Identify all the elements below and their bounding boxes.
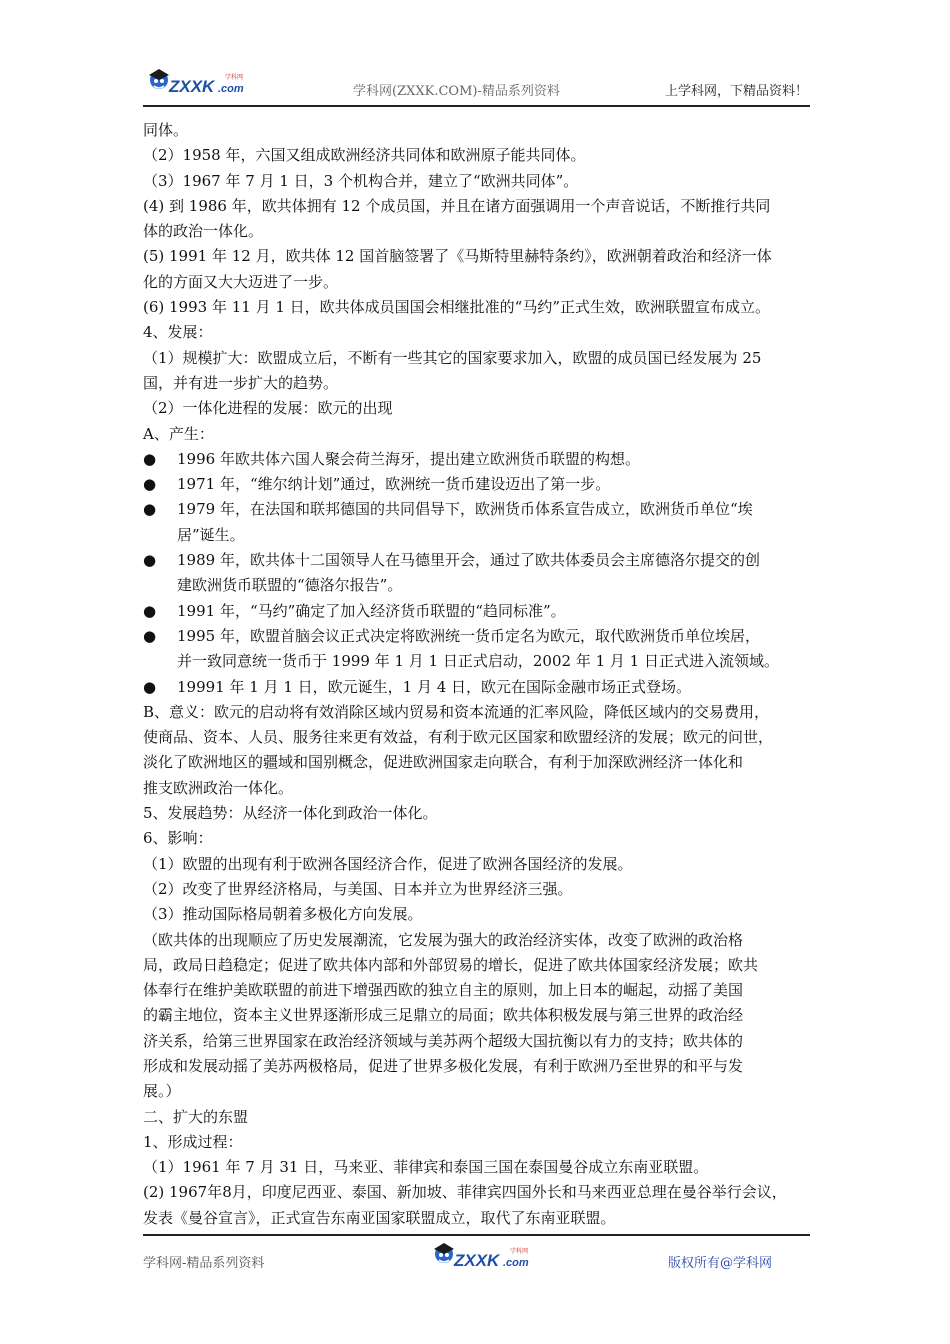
text-line: 形成和发展动摇了美苏两极格局，促进了世界多极化发展，有利于欧洲乃至世界的和平与发 <box>143 1056 744 1075</box>
text-line: 淡化了欧洲地区的疆域和国别概念，促进欧洲国家走向联合，有利于加深欧洲经济一体化和 <box>143 753 744 772</box>
zxxk-logo <box>145 66 251 100</box>
list-item-text: 建欧洲货币联盟的“德洛尔报告”。 <box>177 576 403 595</box>
list-item <box>143 548 810 599</box>
text-line: 济关系，给第三世界国家在政治经济领域与美苏两个超级大国抗衡以有力的支持；欧共体的 <box>143 1031 744 1050</box>
text-line: （1）规模扩大：欧盟成立后，不断有一些其它的国家要求加入，欧盟的成员国已经发展为 25 <box>143 348 762 367</box>
text-line: （3）推动国际格局朝着多极化方向发展。 <box>143 905 423 924</box>
header-divider <box>143 105 810 107</box>
list-item <box>143 675 810 700</box>
text-line: (5) 1991 年 12 月，欧共体 12 国首脑签署了《马斯特里赫特条约》，欧洲朝着政治和经济一体 <box>143 247 772 266</box>
list-item-text: 1979 年，在法国和联邦德国的共同倡导下，欧洲货币体系宣告成立，欧洲货币单位“埃 <box>177 500 753 519</box>
list-item <box>143 447 810 472</box>
text-line: B、意义：欧元的启动将有效消除区域内贸易和资本流通的汇率风险，降低区域内的交易费用， <box>143 702 770 721</box>
list-item-text: 1995 年，欧盟首脑会议正式决定将欧洲统一货币定名为欧元，取代欧洲货币单位埃居， <box>177 626 760 645</box>
header-slogan: 上学科网，下精品资料！ <box>664 84 808 99</box>
text-line: 5、发展趋势：从经济一体化到政治一体化。 <box>143 804 438 823</box>
text-line: 使商品、资本、人员、服务往来更有效益，有利于欧元区国家和欧盟经济的发展；欧元的问世， <box>143 728 774 747</box>
text-line: 同体。 <box>143 121 189 139</box>
bullet-icon: ● <box>143 626 157 645</box>
footer-logo-tag: 学科网 <box>510 1248 529 1255</box>
bullet-icon: ● <box>143 500 157 519</box>
logo-tag: 学科网 <box>225 74 244 81</box>
list-item-text: 居”诞生。 <box>177 525 245 544</box>
section-heading: 二、扩大的东盟 <box>143 1107 249 1126</box>
list-item-text: 1989 年，欧共体十二国领导人在马德里开会，通过了欧共体委员会主席德洛尔提交的创 <box>177 551 760 570</box>
text-line: 展。） <box>143 1082 181 1101</box>
logo-text: ZXXK <box>169 77 215 96</box>
list-item <box>143 472 810 497</box>
text-line: A、产生： <box>143 424 214 443</box>
document-body <box>143 118 810 1231</box>
list-item-text: 1971 年，“维尔纳计划”通过，欧洲统一货币建设迈出了第一步。 <box>177 475 611 494</box>
section-part-1 <box>143 118 810 447</box>
footer-left-text: 学科网-精品系列资料 <box>143 1256 265 1271</box>
list-item-text: 并一致同意统一货币于 1999 年 1 月 1 日正式启动，2002 年 1 月 1 日正式进入流领域。 <box>177 652 779 671</box>
bullet-icon: ● <box>143 475 157 494</box>
bullet-list <box>143 447 810 700</box>
text-line: 推支欧洲政治一体化。 <box>143 778 294 797</box>
text-line: （2）改变了世界经济格局，与美国、日本并立为世界经济三强。 <box>143 879 573 898</box>
text-line: (4) 到 1986 年，欧共体拥有 12 个成员国，并且在诸方面强调用一个声音说话，不断推行共同 <box>143 196 771 215</box>
list-item-text: 19991 年 1 月 1 日，欧元诞生，1 月 4 日，欧元在国际金融市场正式登场。 <box>177 677 692 696</box>
text-line: (6) 1993 年 11 月 1 日，欧共体成员国国会相继批准的“马约”正式生效，欧洲联盟宣布成立。 <box>143 298 771 317</box>
bullet-icon: ● <box>143 677 157 696</box>
bullet-icon: ● <box>143 449 157 468</box>
text-line: 1、形成过程： <box>143 1132 243 1151</box>
text-line: （3）1967 年 7 月 1 日，3 个机构合并，建立了“欧洲共同体”。 <box>143 171 579 190</box>
text-line: （1）欧盟的出现有利于欧洲各国经济合作，促进了欧洲各国经济的发展。 <box>143 854 633 873</box>
footer-logo-text: ZXXK <box>454 1251 500 1270</box>
text-line: （1）1961 年 7 月 31 日，马来亚、菲律宾和泰国三国在泰国曼谷成立东南亚联盟。 <box>143 1158 709 1177</box>
section-part-2 <box>143 700 810 1231</box>
text-line: 4、发展： <box>143 323 213 342</box>
list-item <box>143 599 810 624</box>
page-header <box>143 62 810 104</box>
footer-copyright: 版权所有@学科网 <box>668 1256 773 1271</box>
footer-logo-suffix: .com <box>503 1257 529 1269</box>
text-line: （欧共体的出现顺应了历史发展潮流，它发展为强大的政治经济实体，改变了欧洲的政治格 <box>143 930 744 949</box>
list-item <box>143 497 810 548</box>
footer-zxxk-logo <box>430 1240 536 1274</box>
text-line: （2）1958 年，六国又组成欧洲经济共同体和欧洲原子能共同体。 <box>143 146 586 165</box>
list-item <box>143 624 810 675</box>
header-center-title: 学科网(ZXXK.COM)-精品系列资料 <box>353 84 560 99</box>
text-line: (2) 1967年8月，印度尼西亚、泰国、新加坡、菲律宾四国外长和马来西亚总理在曼谷举行会议， <box>143 1183 787 1202</box>
text-line: 体奉行在维护美欧联盟的前进下增强西欧的独立自主的原则，加上日本的崛起，动摇了美国 <box>143 981 744 1000</box>
text-line: 国，并有进一步扩大的趋势。 <box>143 373 339 392</box>
text-line: （2）一体化进程的发展：欧元的出现 <box>143 399 393 418</box>
text-line: 化的方面又大大迈进了一步。 <box>143 272 339 291</box>
bullet-icon: ● <box>143 551 157 570</box>
list-item-text: 1996 年欧共体六国人聚会荷兰海牙，提出建立欧洲货币联盟的构想。 <box>177 449 640 468</box>
text-line: 的霸主地位，资本主义世界逐渐形成三足鼎立的局面；欧共体积极发展与第三世界的政治经 <box>143 1006 744 1025</box>
footer-divider <box>143 1234 810 1236</box>
text-line: 发表《曼谷宣言》，正式宣告东南亚国家联盟成立，取代了东南亚联盟。 <box>143 1208 616 1227</box>
text-line: 6、影响： <box>143 829 213 848</box>
bullet-icon: ● <box>143 601 157 620</box>
text-line: 体的政治一体化。 <box>143 222 264 241</box>
text-line: 局，政局日趋稳定；促进了欧共体内部和外部贸易的增长，促进了欧共体国家经济发展；欧共 <box>143 955 759 974</box>
list-item-text: 1991 年，“马约”确定了加入经济货币联盟的“趋同标准”。 <box>177 601 566 620</box>
logo-suffix: .com <box>218 83 244 95</box>
